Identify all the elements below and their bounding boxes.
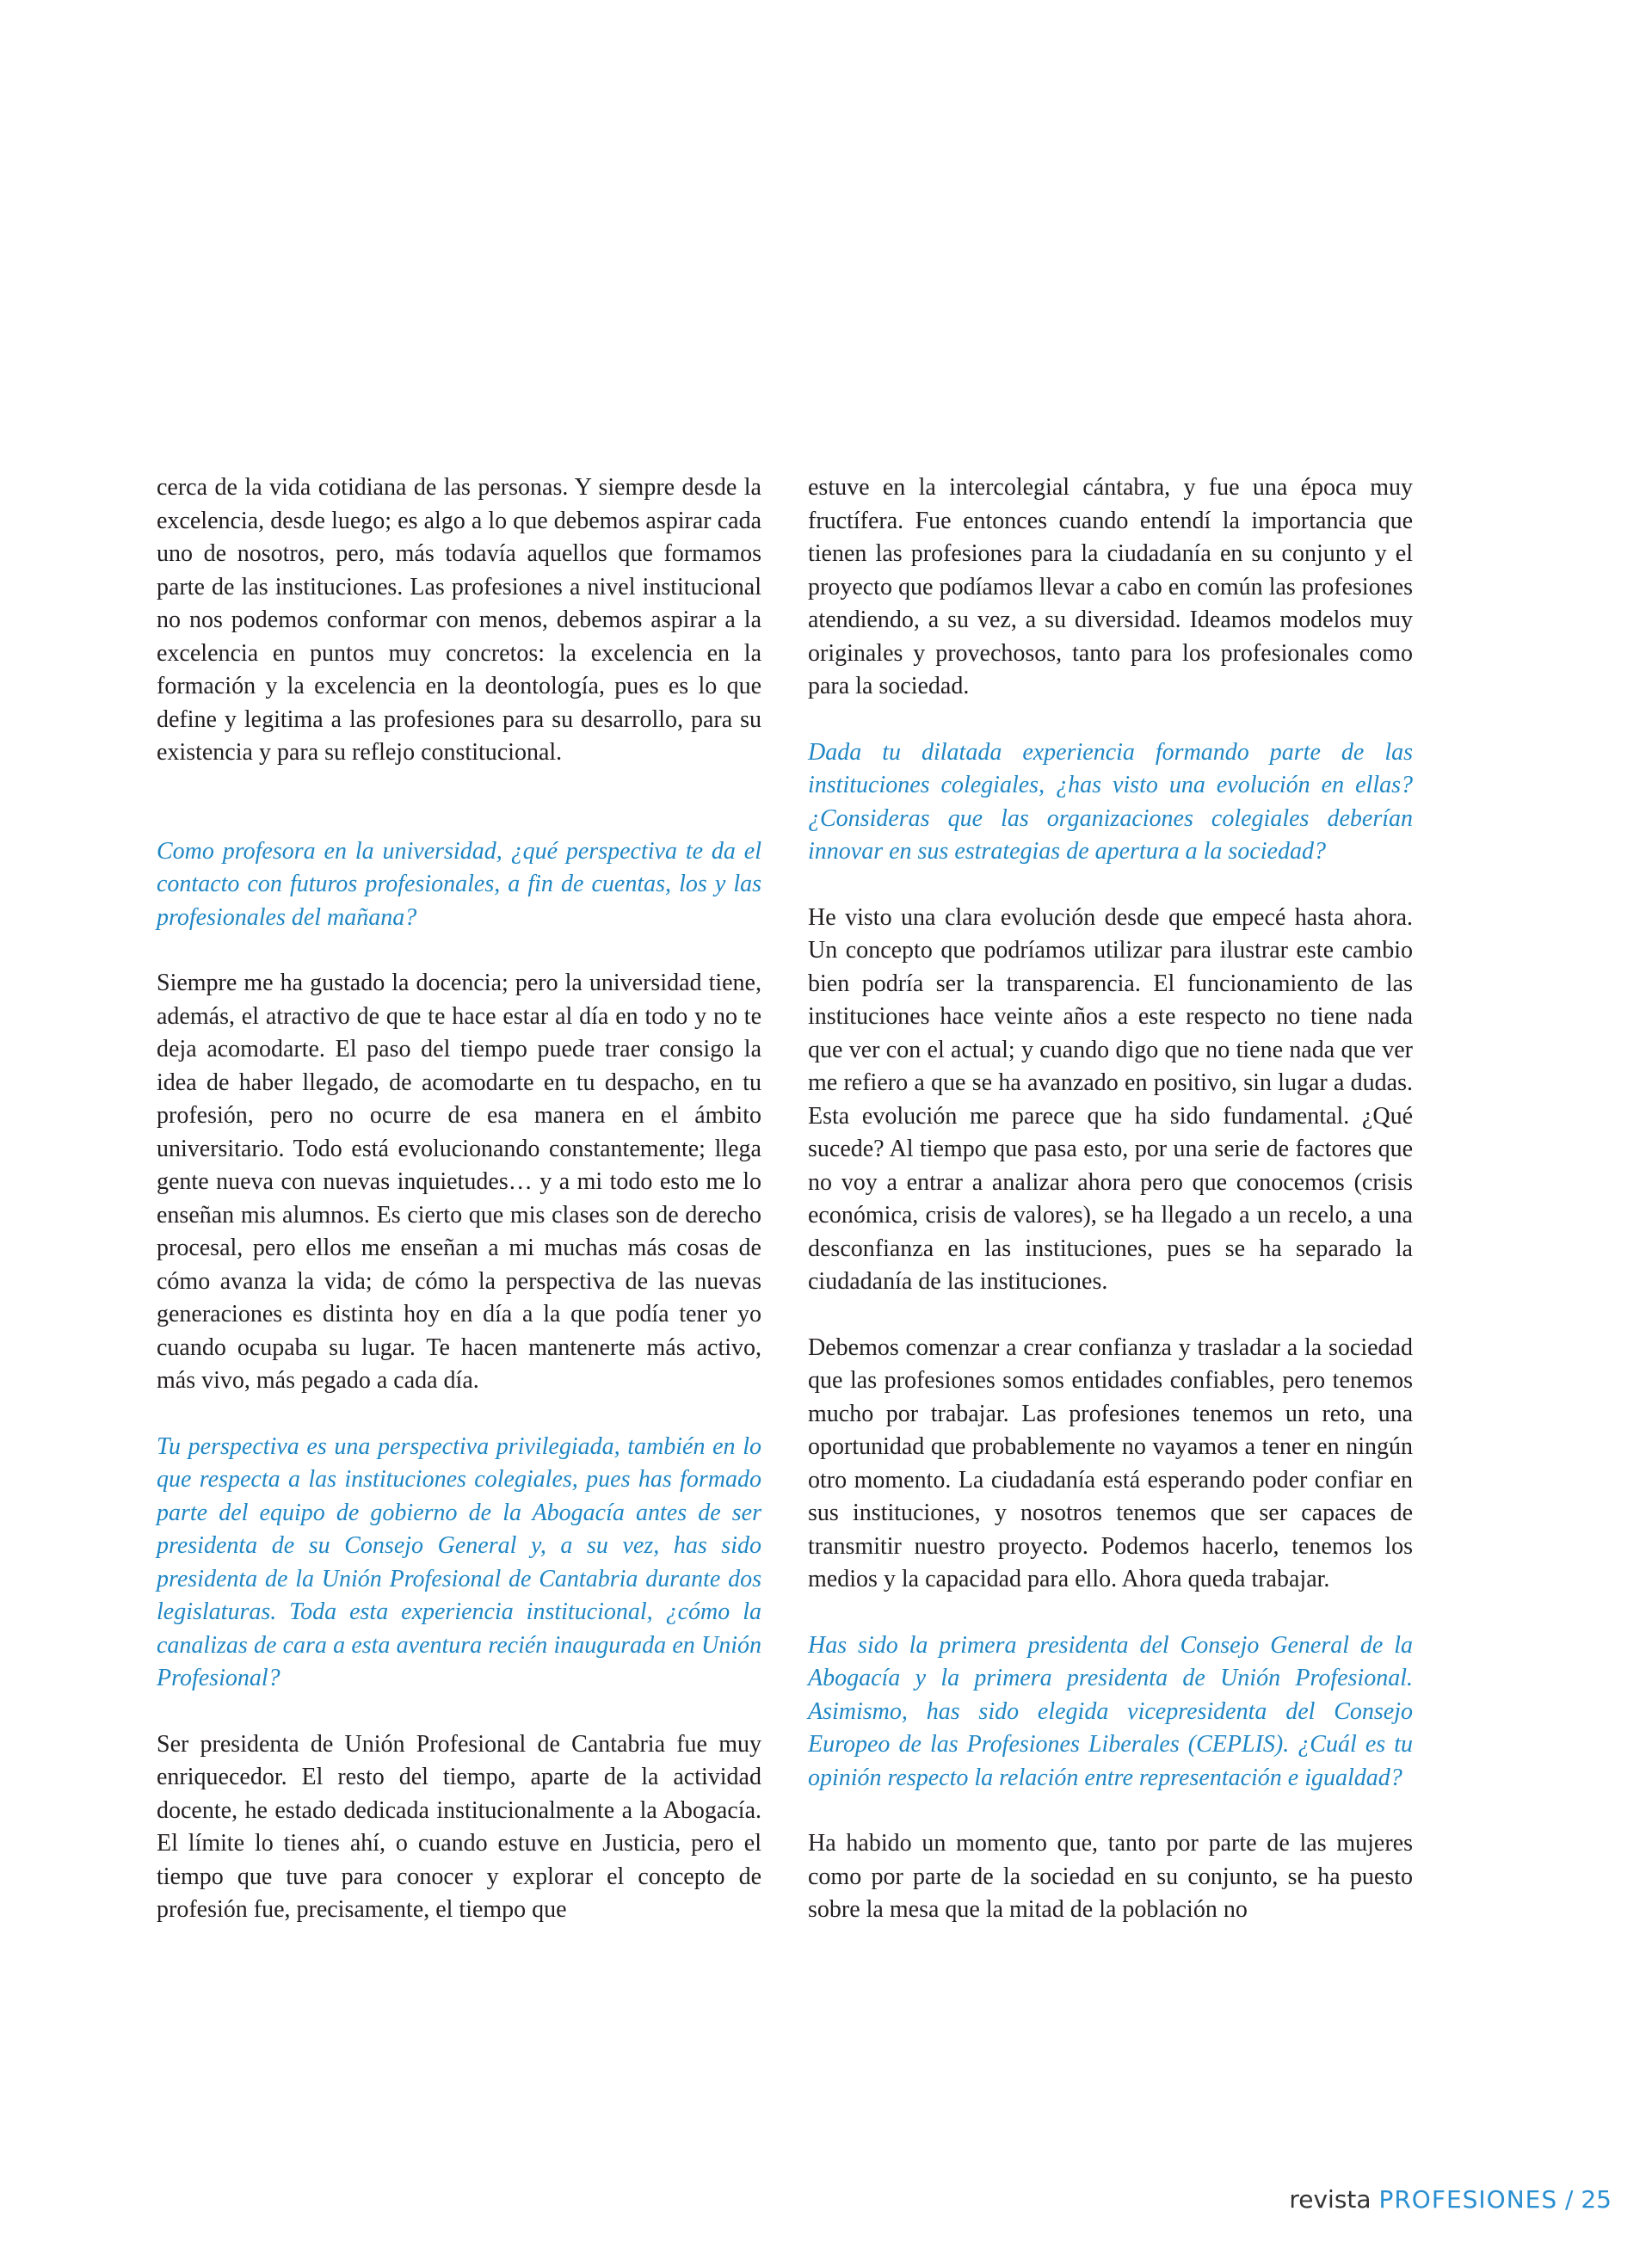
left-text-column [157,471,761,1927]
right-text-column [808,471,1413,1927]
answer-paragraph: He visto una clara evolución desde que empecé hasta ahora. Un concepto que podríamos utilizar para ilustrar este cambio bien podría ser la transparencia. El funcionamiento de las instituciones hace veinte años a este respecto no tiene nada que ver con el actual; y cuando digo que no tiene nada que ver me refiero a que se ha avanzado en positivo, sin lugar a dudas. Esta evolución me parece que ha sido fundamental. ¿Qué sucede? Al tiempo que pasa esto, por una serie de factores que no voy a entrar a analizar ahora pero que conocemos (crisis económica, crisis de valores), se ha llegado a un recelo, a una desconfianza en las instituciones, pues se ha separado la ciudadanía de las instituciones. [808,903,1413,1295]
answer-paragraph: estuve en la intercolegial cántabra, y fue una época muy fructífera. Fue entonces cuando entendí la importancia que tienen las profesiones para la ciudadanía en su conjunto y el proyecto que podíamos llevar a cabo en común las profesiones atendiendo, a su vez, a su diversidad. Ideamos modelos muy originales y provechosos, tanto para los profesionales como para la sociedad. [808,474,1413,699]
interview-question: Has sido la primera presidenta del Consejo General de la Abogacía y la primera presidenta de Unión Profesional. Asimismo, has sido elegida vicepresidenta del Consejo Europeo de las Profesiones Liberales (CEPLIS). ¿Cuál es tu opinión respecto la relación entre representación e igualdad? [808,1631,1413,1791]
page-number: 25 [1581,2185,1612,2214]
interview-question: Como profesora en la universidad, ¿qué perspectiva te da el contacto con futuros profesionales, a fin de cuentas, los y las profesionales del mañana? [157,837,761,931]
answer-paragraph: Ser presidenta de Unión Profesional de Cantabria fue muy enriquecedor. El resto del tiempo, aparte de la actividad docente, he estado dedicada institucionalmente a la Abogacía. El límite lo tienes ahí, o cuando estuve en Justicia, pero el tiempo que tuve para conocer y explorar el concepto de profesión fue, precisamente, el tiempo que [157,1730,761,1923]
magazine-name: PROFESIONES [1378,2185,1558,2214]
answer-paragraph: Debemos comenzar a crear confianza y trasladar a la sociedad que las profesiones somos entidades confiables, pero tenemos mucho por trabajar. Las profesiones tenemos un reto, una oportunidad que probablemente no vayamos a tener en ningún otro momento. La ciudadanía está esperando poder confiar en sus instituciones, y nosotros tenemos que ser capaces de transmitir nuestro proyecto. Podemos hacerlo, tenemos los medios y la capacidad para ello. Ahora queda trabajar. [808,1333,1413,1592]
page-footer [1289,2185,1612,2214]
footer-separator: / [1565,2185,1574,2214]
interview-question: Tu perspectiva es una perspectiva privilegiada, también en lo que respecta a las instituciones colegiales, pues has formado parte del equipo de gobierno de la Abogacía antes de ser presidenta de su Consejo General y, a su vez, has sido presidenta de la Unión Profesional de Cantabria durante dos legislaturas. Toda esta experiencia institucional, ¿cómo la canalizas de cara a esta aventura recién inaugurada en Unión Profesional? [157,1432,761,1691]
answer-paragraph: Ha habido un momento que, tanto por parte de las mujeres como por parte de la sociedad en su conjunto, se ha puesto sobre la mesa que la mitad de la población no [808,1830,1413,1923]
magazine-prefix: revista [1289,2185,1372,2214]
interview-question: Dada tu dilatada experiencia formando parte de las instituciones colegiales, ¿has visto una evolución en ellas? ¿Consideras que las organizaciones colegiales deberían innovar en sus estrategias de apertura a la sociedad? [808,738,1413,865]
answer-paragraph: Siempre me ha gustado la docencia; pero la universidad tiene, además, el atractivo de que te hace estar al día en todo y no te deja acomodarte. El paso del tiempo puede traer consigo la idea de haber llegado, de acomodarte en tu despacho, en tu profesión, pero no ocurre de esa manera en el ámbito universitario. Todo está evolucionando constantemente; llega gente nueva con nuevas inquietudes… y a mi todo esto me lo enseñan mis alumnos. Es cierto que mis clases son de derecho procesal, pero ellos me enseñan a mi muchas más cosas de cómo avanza la vida; de cómo la perspectiva de las nuevas generaciones es distinta hoy en día a la que podía tener yo cuando ocupaba su lugar. Te hacen mantenerte más activo, más vivo, más pegado a cada día. [157,970,761,1394]
answer-paragraph: cerca de la vida cotidiana de las personas. Y siempre desde la excelencia, desde luego; es algo a lo que debemos aspirar cada uno de nosotros, pero, más todavía aquellos que formamos parte de las instituciones. Las profesiones a nivel institucional no nos podemos conformar con menos, debemos aspirar a la excelencia en puntos muy concretos: la excelencia en la formación y la excelencia en la deontología, pues es lo que define y legitima a las profesiones para su desarrollo, para su existencia y para su reflejo constitucional. [157,474,761,766]
